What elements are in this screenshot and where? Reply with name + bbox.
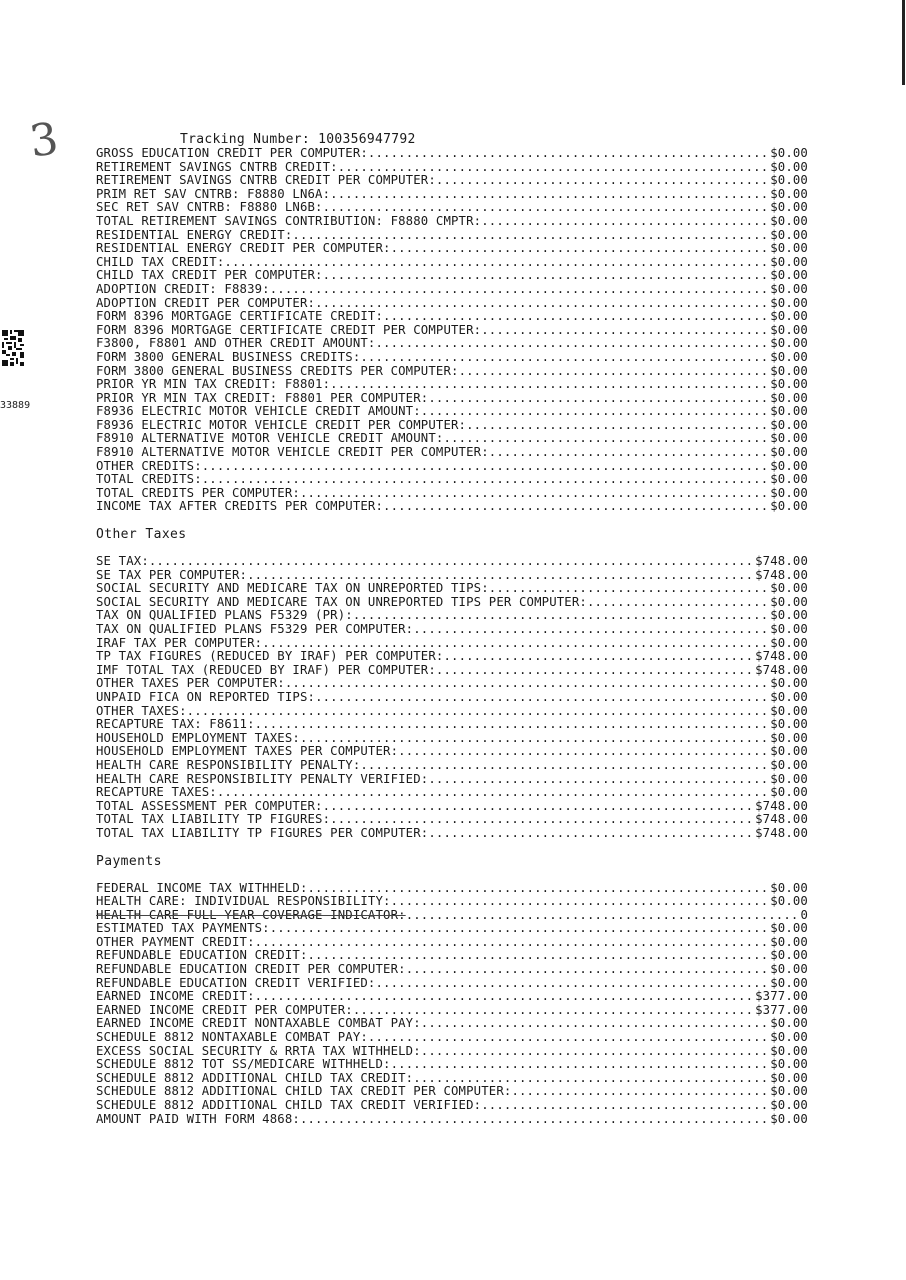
dot-leader	[459, 365, 771, 379]
line-item-label: TOTAL CREDITS:	[96, 473, 202, 487]
dot-leader	[398, 745, 770, 759]
line-item	[96, 786, 808, 800]
dot-leader	[330, 188, 770, 202]
line-item-label: CHILD TAX CREDIT PER COMPUTER:	[96, 269, 323, 283]
line-item-value: $748.00	[755, 568, 808, 582]
dot-leader	[149, 555, 755, 569]
line-item-value: 0	[800, 908, 808, 922]
line-item-value: $0.00	[770, 963, 808, 977]
line-item-value: $0.00	[770, 1044, 808, 1058]
dot-leader	[255, 990, 756, 1004]
line-item	[96, 310, 808, 324]
line-item	[96, 909, 808, 923]
dot-leader	[330, 813, 755, 827]
line-item-label: FORM 3800 GENERAL BUSINESS CREDITS:	[96, 350, 361, 364]
dot-leader	[338, 161, 771, 175]
dot-leader	[300, 1113, 770, 1127]
dot-leader	[436, 174, 770, 188]
line-item-label: HOUSEHOLD EMPLOYMENT TAXES PER COMPUTER:	[96, 745, 399, 759]
dot-leader	[391, 895, 771, 909]
line-item-value: $0.00	[770, 677, 808, 691]
line-item	[96, 677, 808, 691]
dot-leader	[443, 432, 770, 446]
line-item	[96, 623, 808, 637]
dot-leader	[511, 1085, 770, 1099]
line-item	[96, 188, 808, 202]
line-item-label: OTHER TAXES PER COMPUTER:	[96, 677, 285, 691]
line-item-label: ESTIMATED TAX PAYMENTS:	[96, 922, 270, 936]
line-item	[96, 1031, 808, 1045]
other-taxes-list	[96, 555, 808, 840]
line-item-value: $0.00	[770, 935, 808, 949]
line-item-value: $0.00	[770, 214, 808, 228]
dot-leader	[368, 147, 770, 161]
dot-leader	[285, 677, 770, 691]
line-item	[96, 691, 808, 705]
dot-leader	[383, 500, 770, 514]
dot-leader	[270, 922, 770, 936]
line-item	[96, 773, 808, 787]
section-title-payments: Payments	[96, 853, 162, 869]
dot-leader	[323, 800, 756, 814]
line-item	[96, 337, 808, 351]
line-item	[96, 242, 808, 256]
line-item	[96, 569, 808, 583]
line-item-label: REFUNDABLE EDUCATION CREDIT:	[96, 949, 308, 963]
dot-leader	[247, 569, 755, 583]
page-edge-line	[902, 0, 905, 85]
dot-leader	[255, 936, 771, 950]
line-item-label: UNPAID FICA ON REPORTED TIPS:	[96, 690, 316, 704]
dot-leader	[413, 623, 770, 637]
line-item-value: $0.00	[770, 459, 808, 473]
line-item-label: RECAPTURE TAX: F8611:	[96, 718, 255, 732]
line-item	[96, 201, 808, 215]
line-item-value: $0.00	[770, 269, 808, 283]
line-item-label: TP TAX FIGURES (REDUCED BY IRAF) PER COMPUTER:	[96, 650, 444, 664]
line-item-value: $748.00	[755, 663, 808, 677]
dot-leader	[300, 487, 770, 501]
line-item-value: $0.00	[770, 1112, 808, 1126]
line-item-value: $748.00	[755, 555, 808, 569]
line-item-value: $0.00	[770, 323, 808, 337]
line-item-value: $0.00	[770, 772, 808, 786]
line-item-label: TOTAL TAX LIABILITY TP FIGURES PER COMPUTER:	[96, 826, 429, 840]
line-item-value: $0.00	[770, 473, 808, 487]
line-item-value: $0.00	[770, 1058, 808, 1072]
line-item	[96, 990, 808, 1004]
dot-leader	[300, 732, 770, 746]
line-item-value: $0.00	[770, 609, 808, 623]
line-item-label: FORM 8396 MORTGAGE CERTIFICATE CREDIT:	[96, 310, 384, 324]
line-item-label: REFUNDABLE EDUCATION CREDIT VERIFIED:	[96, 976, 376, 990]
line-item-label: ADOPTION CREDIT PER COMPUTER:	[96, 296, 316, 310]
line-item-label: INCOME TAX AFTER CREDITS PER COMPUTER:	[96, 500, 384, 514]
line-item-label: SOCIAL SECURITY AND MEDICARE TAX ON UNREPORTED TIPS PER COMPUTER:	[96, 595, 587, 609]
line-item	[96, 745, 808, 759]
line-item-value: $0.00	[770, 582, 808, 596]
line-item-value: $0.00	[770, 786, 808, 800]
line-item-value: $0.00	[770, 1017, 808, 1031]
transcript-content	[96, 133, 808, 1126]
line-item	[96, 324, 808, 338]
line-item	[96, 895, 808, 909]
line-item-value: $0.00	[770, 1085, 808, 1099]
line-item-label: FORM 3800 GENERAL BUSINESS CREDITS PER COMPUTER:	[96, 364, 459, 378]
dot-leader	[308, 949, 771, 963]
dot-leader	[587, 596, 770, 610]
dot-leader	[308, 882, 771, 896]
line-item	[96, 419, 808, 433]
dot-leader	[315, 691, 770, 705]
line-item	[96, 800, 808, 814]
line-item	[96, 405, 808, 419]
dot-leader	[360, 351, 770, 365]
line-item-value: $0.00	[770, 337, 808, 351]
line-item-label: RESIDENTIAL ENERGY CREDIT:	[96, 228, 293, 242]
dot-leader	[323, 269, 771, 283]
line-item-label: F8936 ELECTRIC MOTOR VEHICLE CREDIT AMOUNT:	[96, 405, 421, 419]
line-item	[96, 1113, 808, 1127]
line-item-value: $0.00	[770, 922, 808, 936]
line-item	[96, 432, 808, 446]
line-item-value: $0.00	[770, 1031, 808, 1045]
dot-leader	[406, 909, 801, 923]
line-item-label: FEDERAL INCOME TAX WITHHELD:	[96, 881, 308, 895]
line-item-value: $0.00	[770, 500, 808, 514]
line-item	[96, 650, 808, 664]
dot-leader	[489, 582, 770, 596]
line-item	[96, 215, 808, 229]
line-item-label: FORM 8396 MORTGAGE CERTIFICATE CREDIT PER COMPUTER:	[96, 323, 482, 337]
line-item-value: $0.00	[770, 255, 808, 269]
line-item-label: HEALTH CARE RESPONSIBILITY PENALTY VERIFIED:	[96, 772, 429, 786]
line-item-label: SCHEDULE 8812 ADDITIONAL CHILD TAX CREDIT:	[96, 1071, 414, 1085]
line-item-value: $748.00	[755, 650, 808, 664]
line-item-label: HOUSEHOLD EMPLOYMENT TAXES:	[96, 731, 300, 745]
line-item-value: $0.00	[770, 418, 808, 432]
line-item	[96, 161, 808, 175]
line-item-label: SE TAX:	[96, 555, 149, 569]
line-item	[96, 977, 808, 991]
line-item-label: AMOUNT PAID WITH FORM 4868:	[96, 1112, 300, 1126]
line-item-value: $0.00	[770, 201, 808, 215]
line-item-label: OTHER TAXES:	[96, 704, 187, 718]
dot-leader	[428, 392, 770, 406]
line-item-value: $0.00	[770, 1071, 808, 1085]
line-item-label: SCHEDULE 8812 NONTAXABLE COMBAT PAY:	[96, 1031, 368, 1045]
line-item-label: HEALTH CARE RESPONSIBILITY PENALTY:	[96, 758, 361, 772]
dot-leader	[353, 1004, 755, 1018]
dot-leader	[353, 609, 770, 623]
line-item-value: $0.00	[770, 895, 808, 909]
line-item-value: $0.00	[770, 623, 808, 636]
line-item-label: TOTAL RETIREMENT SAVINGS CONTRIBUTION: F8880 CMPTR:	[96, 214, 482, 228]
line-item	[96, 487, 808, 501]
line-item-label: RESIDENTIAL ENERGY CREDIT PER COMPUTER:	[96, 242, 391, 256]
line-item	[96, 446, 808, 460]
line-item-value: $748.00	[755, 813, 808, 827]
line-item	[96, 922, 808, 936]
line-item	[96, 664, 808, 678]
payments-list	[96, 882, 808, 1127]
line-item-value: $0.00	[770, 718, 808, 732]
line-item	[96, 283, 808, 297]
line-item	[96, 963, 808, 977]
line-item-label: TOTAL TAX LIABILITY TP FIGURES:	[96, 813, 331, 827]
dot-leader	[489, 446, 770, 460]
line-item	[96, 555, 808, 569]
line-item-label: HEALTH CARE FULL-YEAR COVERAGE INDICATOR:	[96, 908, 406, 922]
line-item	[96, 229, 808, 243]
line-item	[96, 732, 808, 746]
line-item-value: $0.00	[770, 174, 808, 188]
line-item-value: $0.00	[770, 432, 808, 446]
line-item-label: SE TAX PER COMPUTER:	[96, 568, 248, 582]
line-item-label: IMF TOTAL TAX (REDUCED BY IRAF) PER COMPUTER:	[96, 663, 436, 677]
line-item-label: GROSS EDUCATION CREDIT PER COMPUTER:	[96, 147, 368, 160]
line-item-value: $0.00	[770, 881, 808, 895]
line-item-label: RECAPTURE TAXES:	[96, 786, 217, 800]
dot-leader	[391, 1058, 771, 1072]
line-item-value: $0.00	[770, 350, 808, 364]
credits-list	[96, 147, 808, 514]
line-item-label: SEC RET SAV CNTRB: F8880 LN6B:	[96, 201, 323, 215]
side-number: 33889	[0, 400, 31, 411]
dot-leader	[330, 378, 770, 392]
line-item-value: $748.00	[755, 799, 808, 813]
line-item-value: $0.00	[770, 731, 808, 745]
dot-leader	[368, 1031, 770, 1045]
line-item	[96, 1072, 808, 1086]
line-item-label: CHILD TAX CREDIT:	[96, 255, 225, 269]
line-item-value: $0.00	[770, 187, 808, 201]
dot-leader	[262, 637, 770, 651]
line-item-label: TAX ON QUALIFIED PLANS F5329 PER COMPUTER:	[96, 623, 414, 636]
line-item-label: TOTAL ASSESSMENT PER COMPUTER:	[96, 799, 323, 813]
line-item-value: $0.00	[770, 160, 808, 174]
line-item	[96, 949, 808, 963]
dot-leader	[323, 201, 771, 215]
line-item	[96, 256, 808, 270]
dot-leader	[360, 759, 770, 773]
dot-leader	[375, 337, 770, 351]
line-item-label: PRIM RET SAV CNTRB: F8880 LN6A:	[96, 187, 331, 201]
line-item	[96, 297, 808, 311]
line-item	[96, 609, 808, 623]
line-item-value: $377.00	[755, 1003, 808, 1017]
line-item	[96, 637, 808, 651]
line-item-value: $0.00	[770, 378, 808, 392]
barcode-icon	[2, 330, 24, 366]
dot-leader	[436, 664, 755, 678]
line-item-label: RETIREMENT SAVINGS CNTRB CREDIT:	[96, 160, 338, 174]
dot-leader	[406, 963, 771, 977]
dot-leader	[383, 310, 770, 324]
line-item	[96, 1004, 808, 1018]
line-item-label: EXCESS SOCIAL SECURITY & RRTA TAX WITHHELD:	[96, 1044, 421, 1058]
line-item-label: F8936 ELECTRIC MOTOR VEHICLE CREDIT PER COMPUTER:	[96, 418, 467, 432]
dot-leader	[255, 718, 771, 732]
line-item-label: HEALTH CARE: INDIVIDUAL RESPONSIBILITY:	[96, 895, 391, 909]
line-item-value: $377.00	[755, 990, 808, 1004]
dot-leader	[428, 773, 770, 787]
line-item-value: $0.00	[770, 147, 808, 160]
line-item-value: $0.00	[770, 704, 808, 718]
line-item	[96, 378, 808, 392]
line-item-label: PRIOR YR MIN TAX CREDIT: F8801 PER COMPUTER:	[96, 391, 429, 405]
dot-leader	[428, 827, 755, 841]
line-item-label: IRAF TAX PER COMPUTER:	[96, 636, 263, 650]
line-item	[96, 269, 808, 283]
line-item-label: SCHEDULE 8812 TOT SS/MEDICARE WITHHELD:	[96, 1058, 391, 1072]
line-item-label: F8910 ALTERNATIVE MOTOR VEHICLE CREDIT AMOUNT:	[96, 432, 444, 446]
dot-leader	[187, 705, 771, 719]
dot-leader	[391, 242, 771, 256]
tracking-number: Tracking Number: 100356947792	[180, 132, 416, 147]
line-item-value: $0.00	[770, 976, 808, 990]
line-item-label: TOTAL CREDITS PER COMPUTER:	[96, 486, 300, 500]
line-item-value: $0.00	[770, 1099, 808, 1112]
line-item	[96, 1017, 808, 1031]
line-item-value: $748.00	[755, 826, 808, 840]
line-item-value: $0.00	[770, 636, 808, 650]
line-item-value: $0.00	[770, 405, 808, 419]
line-item-label: PRIOR YR MIN TAX CREDIT: F8801:	[96, 378, 331, 392]
dot-leader	[217, 786, 770, 800]
line-item-label: TAX ON QUALIFIED PLANS F5329 (PR):	[96, 609, 353, 623]
dot-leader	[224, 256, 770, 270]
line-item	[96, 473, 808, 487]
dot-leader	[270, 283, 770, 297]
line-item-value: $0.00	[770, 391, 808, 405]
line-item	[96, 351, 808, 365]
dot-leader	[413, 1072, 770, 1086]
line-item	[96, 936, 808, 950]
dot-leader	[315, 297, 770, 311]
dot-leader	[481, 324, 770, 338]
line-item-value: $0.00	[770, 758, 808, 772]
dot-leader	[481, 215, 770, 229]
line-item	[96, 174, 808, 188]
dot-leader	[466, 419, 770, 433]
line-item	[96, 718, 808, 732]
dot-leader	[375, 977, 770, 991]
dot-leader	[481, 1099, 770, 1113]
line-item-label: EARNED INCOME CREDIT NONTAXABLE COMBAT PAY:	[96, 1017, 421, 1031]
dot-leader	[292, 229, 770, 243]
line-item-value: $0.00	[770, 690, 808, 704]
line-item-label: RETIREMENT SAVINGS CNTRB CREDIT PER COMPUTER:	[96, 174, 436, 188]
line-item	[96, 759, 808, 773]
line-item-label: REFUNDABLE EDUCATION CREDIT PER COMPUTER:	[96, 963, 406, 977]
line-item	[96, 1085, 808, 1099]
line-item-label: EARNED INCOME CREDIT PER COMPUTER:	[96, 1003, 353, 1017]
line-item	[96, 500, 808, 514]
line-item-value: $0.00	[770, 595, 808, 609]
dot-leader	[202, 473, 770, 487]
line-item	[96, 365, 808, 379]
dot-leader	[421, 1045, 770, 1059]
line-item-label: OTHER PAYMENT CREDIT:	[96, 935, 255, 949]
line-item-label: F8910 ALTERNATIVE MOTOR VEHICLE CREDIT PER COMPUTER:	[96, 446, 489, 460]
line-item-value: $0.00	[770, 310, 808, 324]
line-item	[96, 392, 808, 406]
line-item-value: $0.00	[770, 282, 808, 296]
line-item	[96, 1045, 808, 1059]
line-item	[96, 460, 808, 474]
dot-leader	[421, 405, 770, 419]
line-item-label: ADOPTION CREDIT: F8839:	[96, 282, 270, 296]
line-item-value: $0.00	[770, 486, 808, 500]
line-item	[96, 582, 808, 596]
dot-leader	[202, 460, 770, 474]
line-item-label: F3800, F8801 AND OTHER CREDIT AMOUNT:	[96, 337, 376, 351]
line-item	[96, 813, 808, 827]
line-item-label: SOCIAL SECURITY AND MEDICARE TAX ON UNREPORTED TIPS:	[96, 582, 489, 596]
line-item	[96, 705, 808, 719]
line-item-value: $0.00	[770, 364, 808, 378]
line-item-label: OTHER CREDITS:	[96, 459, 202, 473]
line-item-label: EARNED INCOME CREDIT:	[96, 990, 255, 1004]
line-item	[96, 1099, 808, 1113]
line-item	[96, 827, 808, 841]
line-item	[96, 596, 808, 610]
line-item-value: $0.00	[770, 446, 808, 460]
line-item-label: SCHEDULE 8812 ADDITIONAL CHILD TAX CREDIT VERIFIED:	[96, 1099, 482, 1112]
dot-leader	[421, 1017, 770, 1031]
line-item-value: $0.00	[770, 949, 808, 963]
dot-leader	[443, 650, 755, 664]
line-item-value: $0.00	[770, 745, 808, 759]
line-item-value: $0.00	[770, 296, 808, 310]
line-item	[96, 147, 808, 161]
handwritten-mark: 3	[26, 113, 62, 168]
line-item	[96, 882, 808, 896]
section-title-other-taxes: Other Taxes	[96, 527, 187, 543]
line-item-label: SCHEDULE 8812 ADDITIONAL CHILD TAX CREDIT PER COMPUTER:	[96, 1085, 512, 1099]
line-item	[96, 1058, 808, 1072]
line-item-value: $0.00	[770, 228, 808, 242]
line-item-value: $0.00	[770, 242, 808, 256]
